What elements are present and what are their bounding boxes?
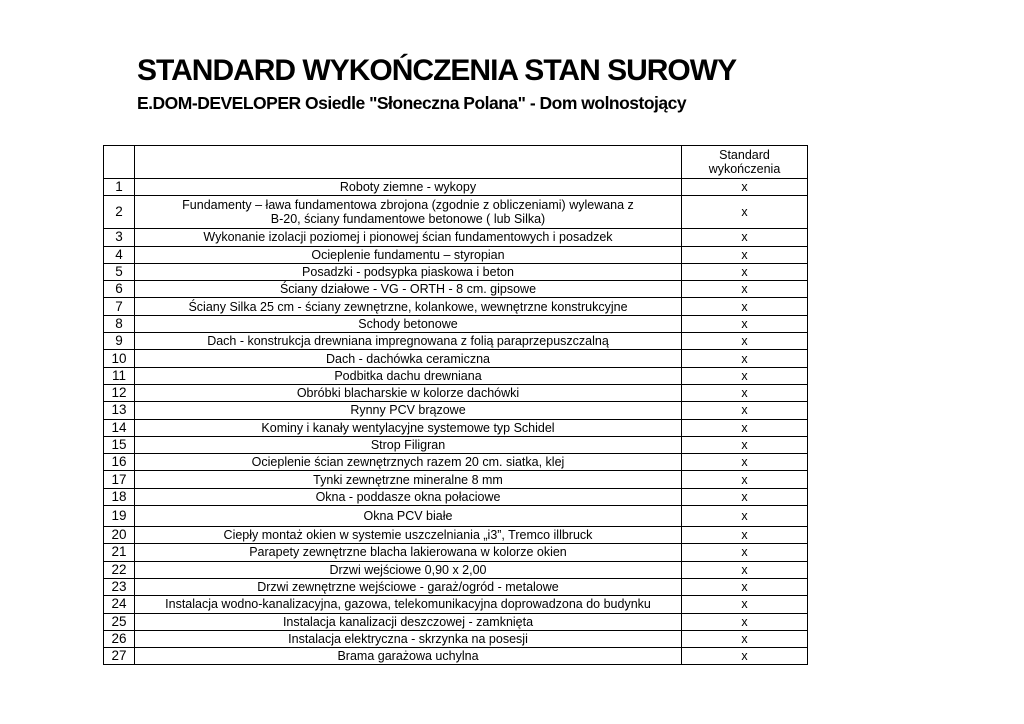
row-standard-mark: x (682, 402, 808, 419)
row-number: 18 (104, 488, 135, 505)
row-description: Instalacja elektryczna - skrzynka na posesji (135, 630, 682, 647)
row-standard-mark: x (682, 630, 808, 647)
row-standard-mark: x (682, 384, 808, 401)
row-description: Okna - poddasze okna połaciowe (135, 488, 682, 505)
table-row (104, 454, 808, 471)
table-row (104, 561, 808, 578)
table-row (104, 281, 808, 298)
row-description: Podbitka dachu drewniana (135, 367, 682, 384)
row-description: Ciepły montaż okien w systemie uszczelniania „i3”, Tremco illbruck (135, 527, 682, 544)
table-row (104, 384, 808, 401)
row-standard-mark: x (682, 263, 808, 280)
row-description: Wykonanie izolacji poziomej i pionowej ścian fundamentowych i posadzek (135, 229, 682, 246)
table-row (104, 263, 808, 280)
row-description: Dach - dachówka ceramiczna (135, 350, 682, 367)
table-row (104, 488, 808, 505)
row-description: Rynny PCV brązowe (135, 402, 682, 419)
row-standard-mark: x (682, 179, 808, 196)
row-description: Instalacja wodno-kanalizacyjna, gazowa, telekomunikacyjna doprowadzona do budynku (135, 596, 682, 613)
document-subtitle: E.DOM-DEVELOPER Osiedle "Słoneczna Polana" - Dom wolnostojący (137, 93, 687, 113)
row-number: 22 (104, 561, 135, 578)
table-row (104, 367, 808, 384)
row-standard-mark: x (682, 367, 808, 384)
table-row (104, 613, 808, 630)
row-number: 9 (104, 333, 135, 350)
document-title: STANDARD WYKOŃCZENIA STAN SUROWY (137, 54, 737, 87)
row-description: Brama garażowa uchylna (135, 648, 682, 665)
table-row (104, 402, 808, 419)
row-number: 17 (104, 471, 135, 488)
table-body (104, 146, 808, 665)
table-row (104, 436, 808, 453)
row-description: Tynki zewnętrzne mineralne 8 mm (135, 471, 682, 488)
row-standard-mark: x (682, 471, 808, 488)
row-standard-mark: x (682, 454, 808, 471)
row-standard-mark: x (682, 298, 808, 315)
row-description: Strop Filigran (135, 436, 682, 453)
table-row (104, 471, 808, 488)
header-num-cell (104, 146, 135, 179)
row-description: Parapety zewnętrzne blacha lakierowana w kolorze okien (135, 544, 682, 561)
row-number: 20 (104, 527, 135, 544)
row-number: 8 (104, 315, 135, 332)
row-description: Instalacja kanalizacji deszczowej - zamknięta (135, 613, 682, 630)
table-row (104, 333, 808, 350)
table-row (104, 506, 808, 527)
table-row (104, 578, 808, 595)
row-description: Schody betonowe (135, 315, 682, 332)
row-number: 3 (104, 229, 135, 246)
table-row (104, 596, 808, 613)
table-row (104, 196, 808, 229)
row-standard-mark: x (682, 281, 808, 298)
row-standard-mark: x (682, 350, 808, 367)
row-standard-mark: x (682, 333, 808, 350)
row-number: 21 (104, 544, 135, 561)
row-description: Obróbki blacharskie w kolorze dachówki (135, 384, 682, 401)
row-description: Kominy i kanały wentylacyjne systemowe typ Schidel (135, 419, 682, 436)
row-number: 15 (104, 436, 135, 453)
row-description: Posadzki - podsypka piaskowa i beton (135, 263, 682, 280)
row-standard-mark: x (682, 196, 808, 229)
row-number: 5 (104, 263, 135, 280)
row-standard-mark: x (682, 229, 808, 246)
row-description: Drzwi wejściowe 0,90 x 2,00 (135, 561, 682, 578)
table-row (104, 527, 808, 544)
row-description: Ściany działowe - VG - ORTH - 8 cm. gipsowe (135, 281, 682, 298)
row-description: Drzwi zewnętrzne wejściowe - garaż/ogród - metalowe (135, 578, 682, 595)
row-standard-mark: x (682, 544, 808, 561)
row-standard-mark: x (682, 561, 808, 578)
row-number: 1 (104, 179, 135, 196)
row-number: 11 (104, 367, 135, 384)
row-description: Okna PCV białe (135, 506, 682, 527)
row-standard-mark: x (682, 506, 808, 527)
row-standard-mark: x (682, 488, 808, 505)
row-standard-mark: x (682, 419, 808, 436)
row-number: 2 (104, 196, 135, 229)
header-standard-cell: Standard wykończenia (682, 146, 808, 179)
row-description: Dach - konstrukcja drewniana impregnowana z folią paraprzepuszczalną (135, 333, 682, 350)
row-number: 13 (104, 402, 135, 419)
row-number: 25 (104, 613, 135, 630)
row-description: Ściany Silka 25 cm - ściany zewnętrzne, kolankowe, wewnętrzne konstrukcyjne (135, 298, 682, 315)
row-description: Ocieplenie ścian zewnętrznych razem 20 cm. siatka, klej (135, 454, 682, 471)
table-row (104, 350, 808, 367)
table-row (104, 315, 808, 332)
table-header-row (104, 146, 808, 179)
table-row (104, 246, 808, 263)
table-row (104, 419, 808, 436)
row-number: 19 (104, 506, 135, 527)
row-standard-mark: x (682, 596, 808, 613)
row-standard-mark: x (682, 613, 808, 630)
header-desc-cell (135, 146, 682, 179)
row-number: 24 (104, 596, 135, 613)
row-standard-mark: x (682, 315, 808, 332)
row-number: 10 (104, 350, 135, 367)
row-number: 27 (104, 648, 135, 665)
row-number: 23 (104, 578, 135, 595)
row-standard-mark: x (682, 527, 808, 544)
row-number: 26 (104, 630, 135, 647)
row-standard-mark: x (682, 436, 808, 453)
row-number: 16 (104, 454, 135, 471)
table-row (104, 298, 808, 315)
row-number: 12 (104, 384, 135, 401)
row-number: 6 (104, 281, 135, 298)
table-row (104, 648, 808, 665)
row-number: 7 (104, 298, 135, 315)
table-row (104, 229, 808, 246)
row-description: Fundamenty – ława fundamentowa zbrojona (zgodnie z obliczeniami) wylewana z B-20, ściany fundamentowe betonowe ( lub Silka) (135, 196, 682, 229)
row-standard-mark: x (682, 578, 808, 595)
row-standard-mark: x (682, 246, 808, 263)
table-row (104, 179, 808, 196)
finish-standard-table (103, 145, 808, 665)
row-description: Ocieplenie fundamentu – styropian (135, 246, 682, 263)
table-row (104, 630, 808, 647)
row-standard-mark: x (682, 648, 808, 665)
row-number: 14 (104, 419, 135, 436)
table-row (104, 544, 808, 561)
row-number: 4 (104, 246, 135, 263)
row-description: Roboty ziemne - wykopy (135, 179, 682, 196)
